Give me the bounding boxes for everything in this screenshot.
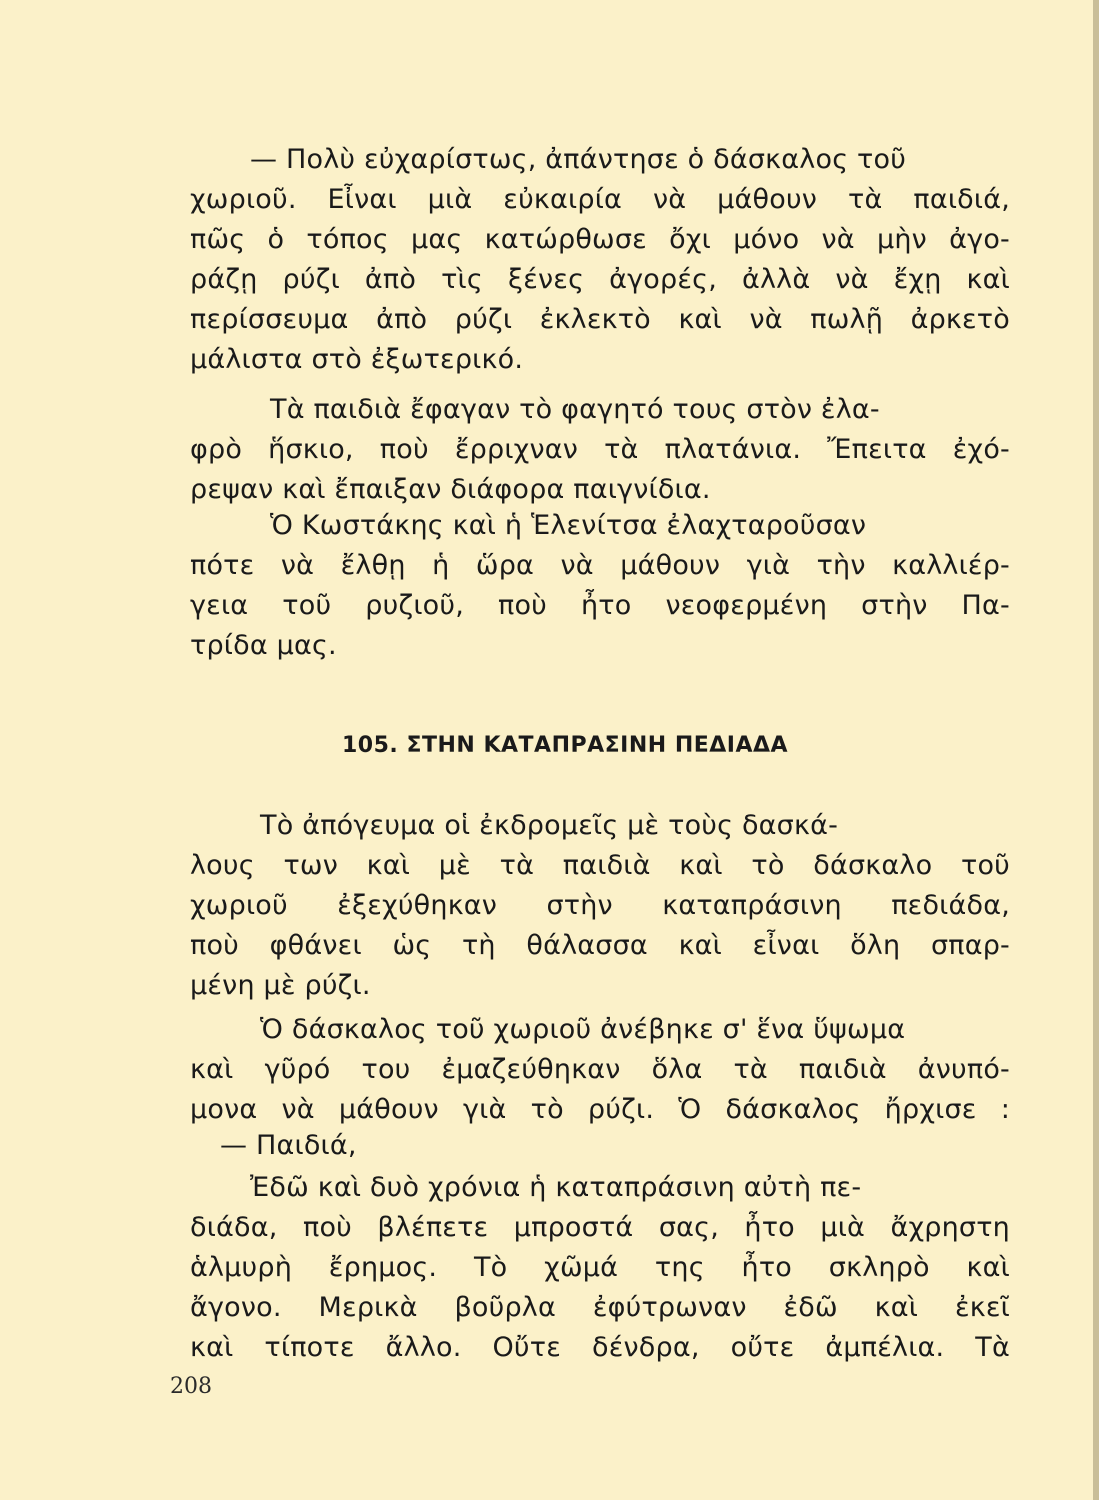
text-line: πῶς ὁ τόπος μας κατώρθωσε ὄχι μόνο νὰ μὴν ἀγο- — [190, 224, 1010, 255]
text-line: μονα νὰ μάθουν γιὰ τὸ ρύζι. Ὁ δάσκαλος ἤρχισε : — [190, 1094, 1010, 1125]
text-line: Τὰ παιδιὰ ἔφαγαν τὸ φαγητό τους στὸν ἐλα- — [270, 394, 880, 425]
text-line: φρὸ ἥσκιο, ποὺ ἔρριχναν τὰ πλατάνια. Ἔπειτα ἐχό- — [190, 434, 1010, 465]
text-line: Ὁ δάσκαλος τοῦ χωριοῦ ἀνέβηκε σ' ἕνα ὕψωμα — [260, 1014, 906, 1045]
text-line: Ἐδῶ καὶ δυὸ χρόνια ἡ καταπράσινη αὐτὴ πε- — [250, 1172, 862, 1203]
text-line: πότε νὰ ἔλθῃ ἡ ὥρα νὰ μάθουν γιὰ τὴν καλλιέρ- — [190, 550, 1010, 581]
text-line: ποὺ φθάνει ὡς τὴ θάλασσα καὶ εἶναι ὅλη σπαρ- — [190, 930, 1010, 961]
text-line: — Πολὺ εὐχαρίστως, ἀπάντησε ὁ δάσκαλος τοῦ — [250, 144, 907, 175]
text-line: χωριοῦ ἐξεχύθηκαν στὴν καταπράσινη πεδιάδα, — [190, 890, 1010, 921]
text-line: ράζῃ ρύζι ἀπὸ τὶς ξένες ἀγορές, ἀλλὰ νὰ ἔχῃ καὶ — [190, 264, 1010, 295]
text-line: καὶ γῦρό του ἐμαζεύθηκαν ὅλα τὰ παιδιὰ ἀνυπό- — [190, 1054, 1010, 1085]
text-line: ἁλμυρὴ ἔρημος. Τὸ χῶμά της ἦτο σκληρὸ καὶ — [190, 1252, 1010, 1283]
text-line: χωριοῦ. Εἶναι μιὰ εὐκαιρία νὰ μάθουν τὰ παιδιά, — [190, 184, 1010, 215]
section-heading: 105. ΣΤΗΝ ΚΑΤΑΠΡΑΣΙΝΗ ΠΕΔΙΑΔΑ — [342, 733, 789, 758]
text-line: περίσσευμα ἀπὸ ρύζι ἐκλεκτὸ καὶ νὰ πωλῇ ἀρκετὸ — [190, 304, 1010, 335]
text-line: Ὁ Κωστάκης καὶ ἡ Ἑλενίτσα ἐλαχταροῦσαν — [270, 510, 867, 541]
page-edge — [1093, 0, 1099, 1500]
text-line: Τὸ ἀπόγευμα οἱ ἐκδρομεῖς μὲ τοὺς δασκά- — [260, 810, 839, 841]
text-line: ρεψαν καὶ ἔπαιξαν διάφορα παιγνίδια. — [190, 474, 711, 505]
text-line: διάδα, ποὺ βλέπετε μπροστά σας, ἦτο μιὰ ἄχρηστη — [190, 1212, 1010, 1243]
text-line: καὶ τίποτε ἄλλο. Οὔτε δένδρα, οὔτε ἀμπέλια. Τὰ — [190, 1332, 1010, 1363]
text-line: μάλιστα στὸ ἐξωτερικό. — [190, 344, 524, 375]
text-line: — Παιδιά, — [220, 1130, 357, 1161]
text-line: γεια τοῦ ρυζιοῦ, ποὺ ἦτο νεοφερμένη στὴν Πα- — [190, 590, 1010, 621]
text-line: ἄγονο. Μερικὰ βοῦρλα ἐφύτρωναν ἐδῶ καὶ ἐκεῖ — [190, 1292, 1010, 1323]
page-number: 208 — [170, 1374, 212, 1399]
text-line: τρίδα μας. — [190, 630, 337, 661]
text-line: λους των καὶ μὲ τὰ παιδιὰ καὶ τὸ δάσκαλο τοῦ — [190, 850, 1010, 881]
text-line: μένη μὲ ρύζι. — [190, 970, 371, 1001]
